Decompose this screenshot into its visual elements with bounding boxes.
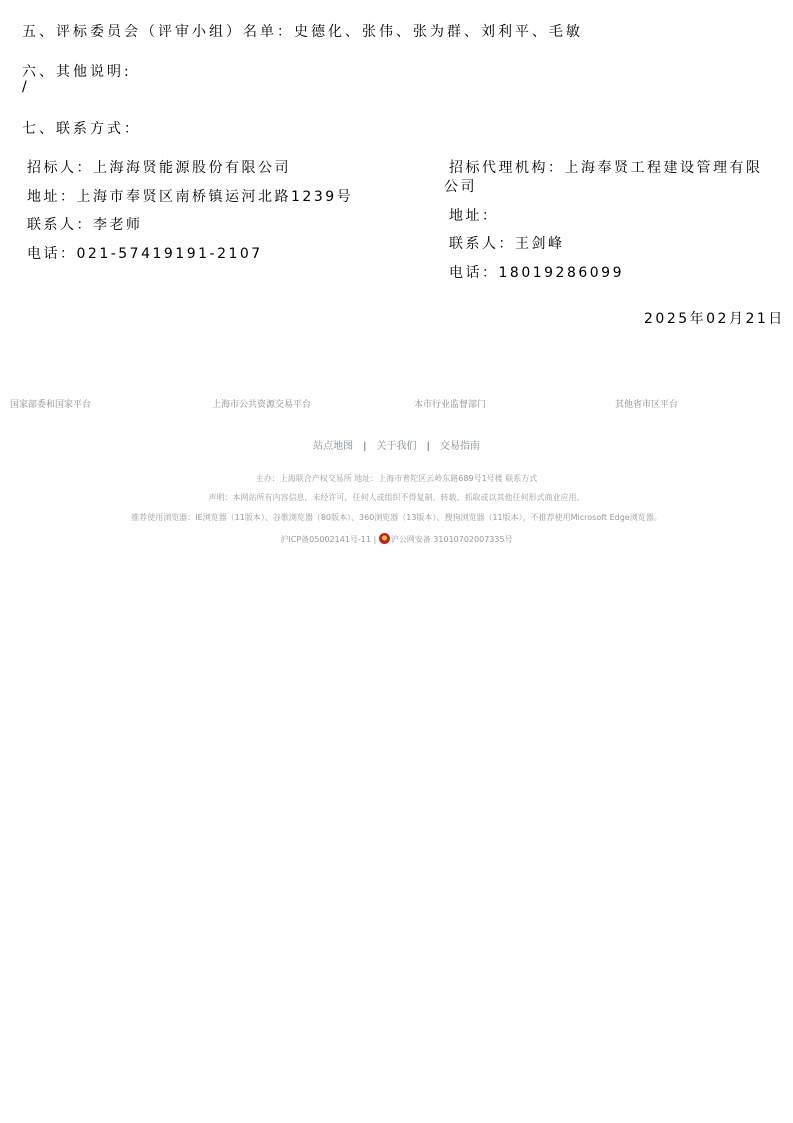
tenderer-contact: 联系人：李老师 <box>27 217 143 233</box>
footer-registration <box>0 533 793 545</box>
evaluation-committee-names: 史德化、张伟、张为群、刘利平、毛敏 <box>294 24 583 40</box>
section6-label: 六、其他说明: <box>22 64 132 80</box>
footer-statement: 声明：本网站所有内容信息，未经许可，任何人或组织不得复制、转载、抓取或以其他任何形式商业应用。 <box>208 493 585 502</box>
nav-divider: | <box>426 441 430 452</box>
footer-link-other-provinces[interactable]: 其他省市区平台 <box>615 400 679 410</box>
tenderer-address: 地址：上海市奉贤区南桥镇运河北路1239号 <box>27 189 354 205</box>
announcement-date: 2025年02月21日 <box>644 311 785 327</box>
nav-trade-guide[interactable]: 交易指南 <box>439 441 480 452</box>
agency-name: 招标代理机构：上海奉贤工程建设管理有限 <box>449 160 763 176</box>
nav-divider: | <box>363 441 367 452</box>
agency-name-cont: 公司 <box>444 179 477 195</box>
nav-sitemap[interactable]: 站点地图 <box>313 441 354 452</box>
footer-link-national[interactable]: 国家部委和国家平台 <box>10 400 92 410</box>
agency-contact: 联系人：王剑峰 <box>449 236 565 252</box>
footer-browser-recommendation: 推荐使用浏览器：IE浏览器（11版本）、谷歌浏览器（80版本）、360浏览器（13版本）、搜狗浏览器（11版本），不推荐使用Microsoft Edge浏览器。 <box>131 513 662 522</box>
section5-label: 五、评标委员会（评审小组）名单： <box>22 24 294 40</box>
agency-address: 地址： <box>449 208 499 224</box>
agency-phone: 电话：18019286099 <box>449 265 624 281</box>
footer-link-shanghai-platform[interactable]: 上海市公共资源交易平台 <box>212 400 312 410</box>
police-emblem-icon <box>379 533 390 544</box>
tenderer-name: 招标人：上海海贤能源股份有限公司 <box>27 160 291 176</box>
footer-link-supervision[interactable]: 本市行业监督部门 <box>414 400 487 410</box>
section7-label: 七、联系方式： <box>22 121 141 137</box>
icp-license[interactable]: 沪ICP备05002141号-11 <box>280 535 371 544</box>
footer-nav <box>0 437 793 452</box>
registration-divider: | <box>373 535 377 544</box>
tenderer-phone: 电话：021-57419191-2107 <box>27 246 263 262</box>
police-registration[interactable]: 沪公网安备 31010702007335号 <box>390 535 513 544</box>
nav-about-us[interactable]: 关于我们 <box>376 441 417 452</box>
section6-content: / <box>22 79 27 95</box>
footer-host-info: 主办：上海联合产权交易所 地址：上海市普陀区云岭东路689号1号楼 联系方式 <box>255 474 538 483</box>
section5-line <box>22 21 583 41</box>
